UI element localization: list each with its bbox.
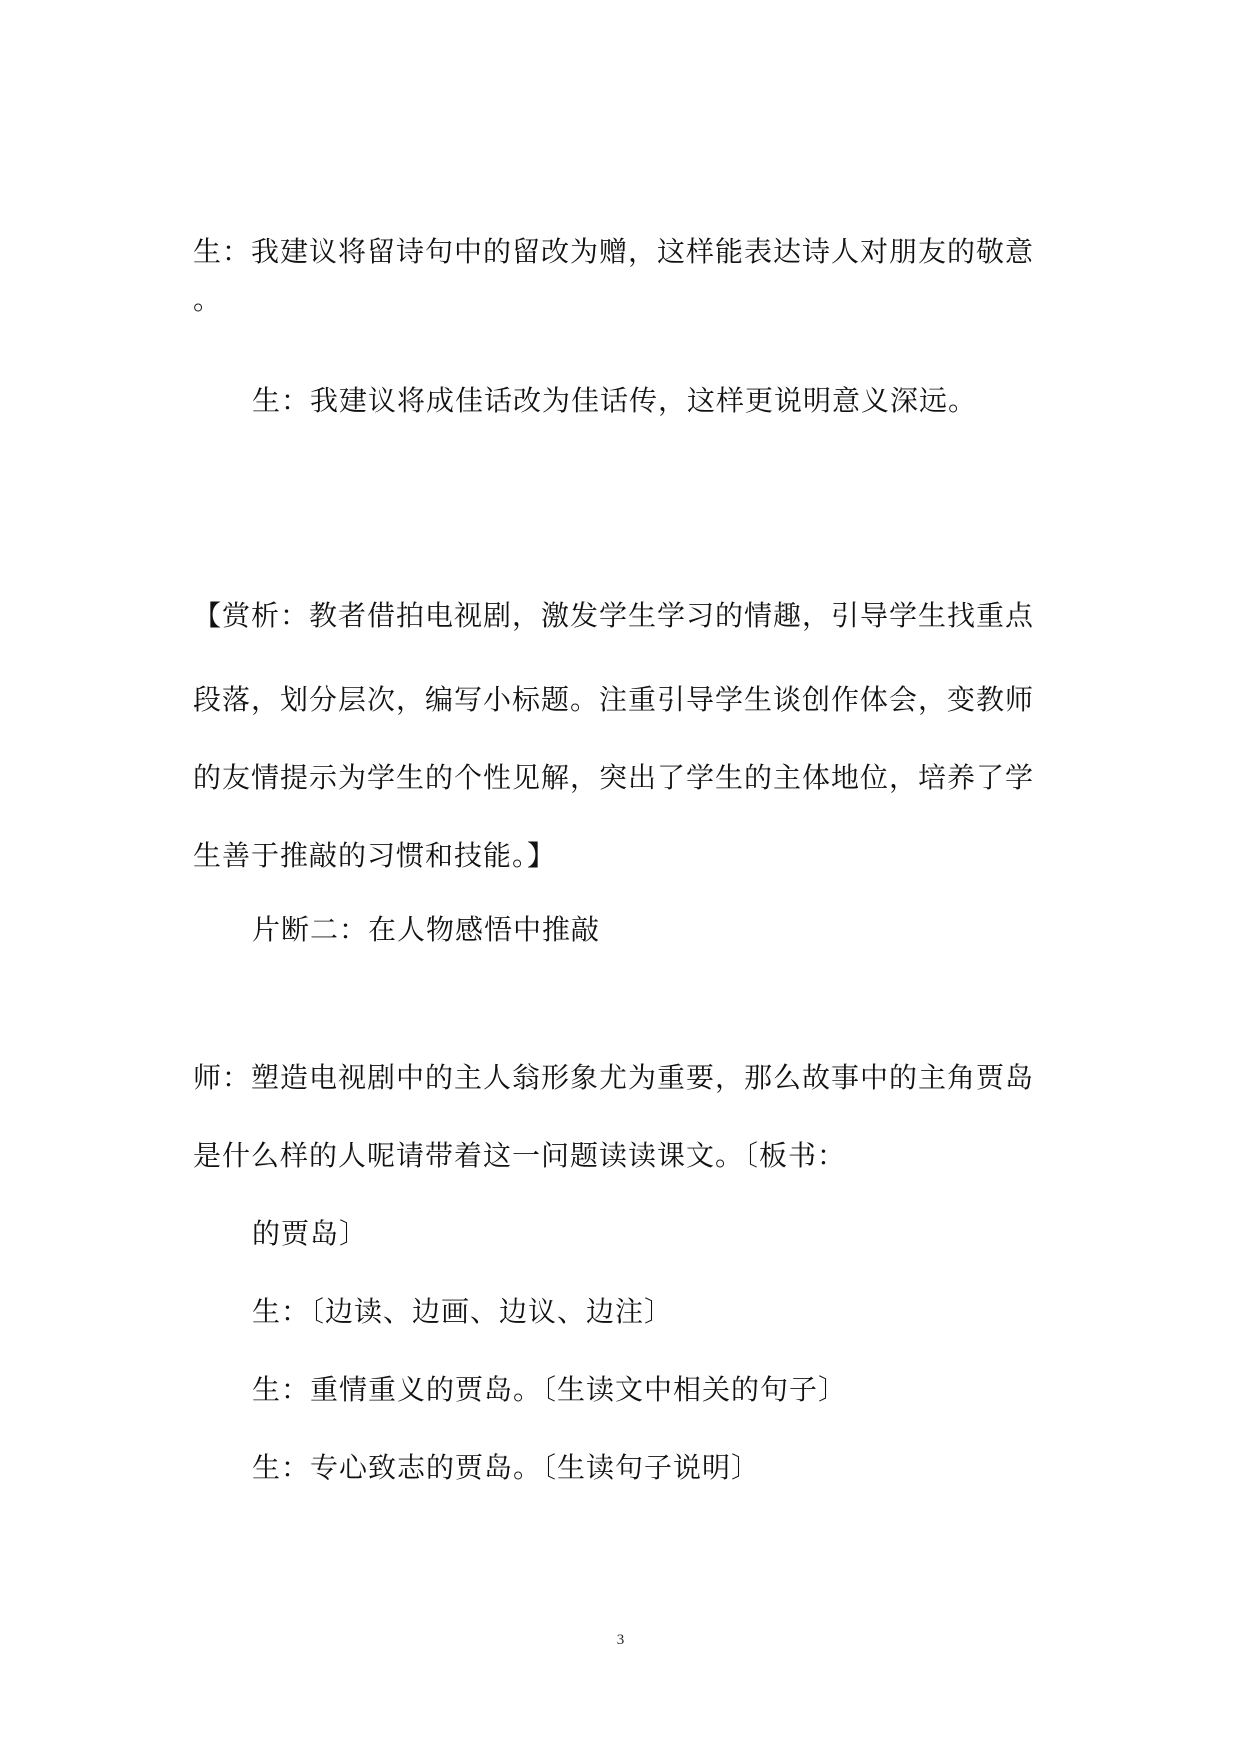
commentary-line: 【赏析：教者借拍电视剧，激发学生学习的情趣，引导学生找重点: [193, 599, 1035, 632]
paragraph-line: 生：〔边读、边画、边议、边注〕: [252, 1295, 674, 1328]
paragraph-line: 生：我建议将留诗句中的留改为赠，这样能表达诗人对朋友的敬意: [193, 235, 1035, 268]
paragraph-line: 师：塑造电视剧中的主人翁形象尤为重要，那么故事中的主角贾岛: [193, 1061, 1035, 1094]
commentary-line: 的友情提示为学生的个性见解，突出了学生的主体地位，培养了学: [193, 761, 1035, 794]
paragraph-line: 是什么样的人呢请带着这一问题读读课文。〔板书：: [193, 1139, 847, 1172]
paragraph-line: 。: [193, 283, 223, 316]
paragraph-line: 生：我建议将成佳话改为佳话传，这样更说明意义深远。: [252, 384, 978, 417]
commentary-line: 生善于推敲的习惯和技能。】: [193, 839, 557, 872]
section-heading: 片断二：在人物感悟中推敲: [252, 913, 601, 946]
paragraph-line: 的贾岛〕: [252, 1217, 369, 1250]
commentary-line: 段落，划分层次，编写小标题。注重引导学生谈创作体会，变教师: [193, 683, 1035, 716]
paragraph-line: 生：专心致志的贾岛。〔生读句子说明〕: [252, 1451, 761, 1484]
paragraph-line: 生：重情重义的贾岛。〔生读文中相关的句子〕: [252, 1373, 848, 1406]
page-number: 3: [616, 1632, 625, 1648]
